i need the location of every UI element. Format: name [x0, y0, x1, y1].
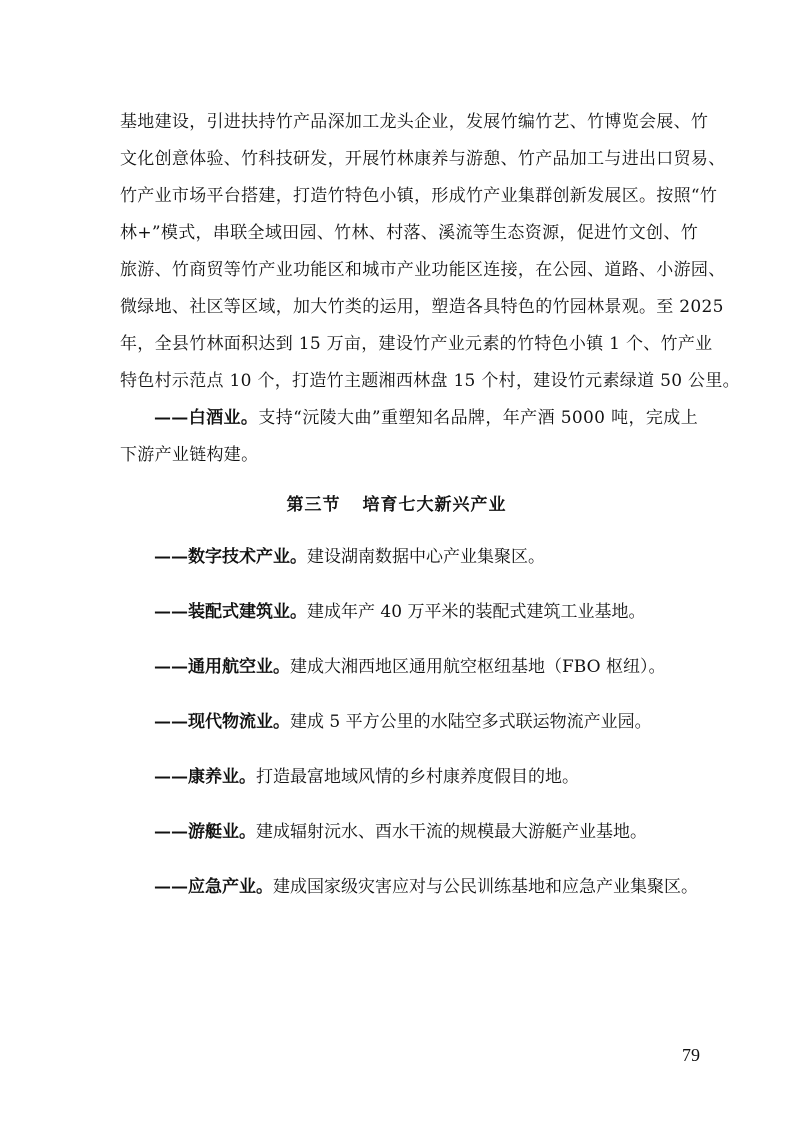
- industry-lead: ——装配式建筑业。: [154, 602, 307, 622]
- section-title: 培育七大新兴产业: [362, 495, 507, 515]
- industry-text: 建成年产 40 万平米的装配式建筑工业基地。: [307, 602, 646, 622]
- industry-text: 建成大湘西地区通用航空枢纽基地（FBO 枢纽）。: [290, 657, 666, 677]
- industry-lead: ——数字技术产业。: [154, 547, 307, 567]
- industry-lead: ——通用航空业。: [154, 657, 290, 677]
- section-heading: [0, 490, 793, 515]
- paragraph-line: 文化创意体验、竹科技研发，开展竹林康养与游憩、竹产品加工与进出口贸易、: [120, 149, 726, 169]
- industry-lead: ——康养业。: [154, 767, 256, 787]
- section-number: 第三节: [286, 495, 341, 515]
- industry-text: 建成国家级灾害应对与公民训练基地和应急产业集聚区。: [273, 877, 698, 897]
- paragraph-line: 基地建设，引进扶持竹产品深加工龙头企业，发展竹编竹艺、竹博览会展、竹: [120, 112, 709, 132]
- paragraph-line: 年，全县竹林面积达到 15 万亩，建设竹产业元素的竹特色小镇 1 个、竹产业: [120, 334, 713, 354]
- industry-lead: ——应急产业。: [154, 877, 273, 897]
- industry-text: 建设湖南数据中心产业集聚区。: [307, 547, 545, 567]
- industry-item: [154, 655, 665, 679]
- industry-item: [154, 710, 652, 734]
- industry-item: [154, 820, 647, 844]
- industry-item: [154, 875, 698, 899]
- industry-text: 建成 5 平方公里的水陆空多式联运物流产业园。: [290, 712, 652, 732]
- industry-item: [154, 545, 545, 569]
- paragraph-line: 旅游、竹商贸等竹产业功能区和城市产业功能区连接，在公园、道路、小游园、: [120, 260, 726, 280]
- liquor-paragraph-line: [154, 406, 698, 430]
- liquor-text: 支持“沅陵大曲”重塑知名品牌，年产酒 5000 吨，完成上: [258, 408, 698, 428]
- industry-text: 建成辐射沅水、酉水干流的规模最大游艇产业基地。: [256, 822, 647, 842]
- paragraph-line: 林+”模式，串联全域田园、竹林、村落、溪流等生态资源，促进竹文创、竹: [120, 223, 698, 243]
- liquor-paragraph-line: 下游产业链构建。: [120, 445, 259, 465]
- page-number: 79: [682, 1045, 700, 1065]
- paragraph-line: 竹产业市场平台搭建，打造竹特色小镇，形成竹产业集群创新发展区。按照“竹: [120, 186, 718, 206]
- industry-text: 打造最富地域风情的乡村康养度假目的地。: [256, 767, 579, 787]
- paragraph-line: 特色村示范点 10 个，打造竹主题湘西林盘 15 个村，建设竹元素绿道 50 公里。: [120, 371, 740, 391]
- industry-item: [154, 765, 579, 789]
- liquor-lead: ——白酒业。: [154, 408, 259, 428]
- industry-item: [154, 600, 645, 624]
- paragraph-line: 微绿地、社区等区域，加大竹类的运用，塑造各具特色的竹园林景观。至 2025: [120, 297, 724, 317]
- industry-lead: ——游艇业。: [154, 822, 256, 842]
- industry-lead: ——现代物流业。: [154, 712, 290, 732]
